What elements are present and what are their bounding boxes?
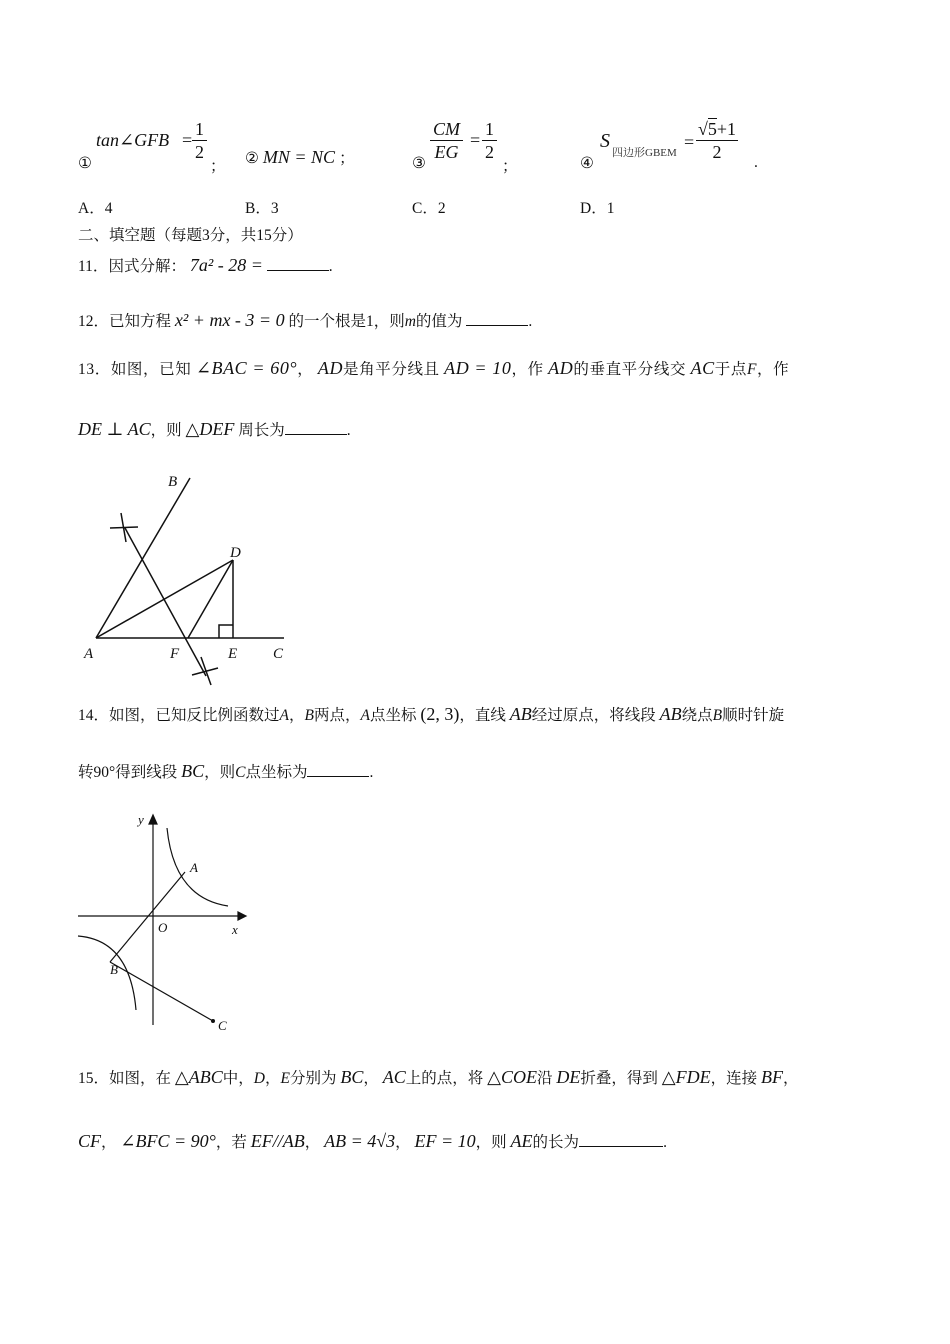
math-point: A [279, 707, 289, 724]
question-text: 上的点，将 [405, 1070, 484, 1087]
answer-blank[interactable] [267, 254, 329, 271]
option-marker: ② [245, 150, 259, 167]
option-separator: ； [502, 158, 518, 175]
option-fraction [192, 118, 207, 163]
question-text: 的值为 [415, 313, 463, 330]
question-text: ， [101, 1134, 117, 1151]
fraction-numerator: CM [430, 118, 463, 141]
math-segment: AD [548, 358, 574, 378]
math-equation: x² + mx - 3 = 0 [174, 310, 285, 330]
question-text: ， [264, 1070, 281, 1087]
sqrt-radicand: 5 [707, 119, 717, 139]
fraction-denominator: EG [434, 142, 459, 162]
perpendicular-bisector [125, 528, 206, 676]
math-triangle: △DEF [185, 419, 235, 439]
fraction-denominator: 2 [195, 142, 204, 162]
question-text: ，直线 [459, 707, 506, 724]
question-text: ， [363, 1070, 379, 1087]
hyperbola-branch-2 [78, 936, 136, 1010]
option-separator: ； [210, 158, 226, 175]
fraction-denominator: 2 [712, 142, 722, 162]
label-b: B [168, 474, 178, 490]
option-fraction-left [430, 118, 463, 163]
question-text: ，作 [511, 361, 544, 378]
x-axis-arrow [238, 912, 246, 920]
question-text: ， [297, 361, 314, 378]
question-14-line-2 [78, 760, 373, 782]
math-coordinate: (2, 3) [420, 704, 460, 724]
math-segment: BF [761, 1067, 784, 1087]
question-text: 点坐标为 [245, 764, 308, 781]
choice-c: C．2 [412, 200, 446, 217]
question-end: . [346, 422, 351, 439]
q10-option-2 [245, 146, 355, 168]
question-13-line-1 [78, 357, 789, 379]
label-y: y [138, 812, 144, 827]
label-e: E [228, 646, 238, 662]
question-text: 折叠，得到 [580, 1070, 658, 1087]
question-text: 经过原点，将线段 [531, 707, 656, 724]
question-text: 中， [222, 1070, 254, 1087]
question-text: ， [304, 1134, 321, 1151]
question-end: . [328, 258, 333, 275]
math-equation: AB = 4√3 [324, 1131, 396, 1151]
math-segment: AD [317, 358, 344, 378]
answer-blank[interactable] [285, 418, 347, 435]
question-number: 12． [78, 313, 110, 330]
answer-blank[interactable] [579, 1130, 663, 1147]
math-point: E [280, 1070, 290, 1087]
question-end: . [663, 1134, 667, 1151]
label-c: C [218, 1018, 227, 1033]
label-a: A [190, 860, 198, 875]
label-b: B [110, 962, 118, 977]
math-segment: AC [382, 1067, 406, 1087]
label-o: O [158, 920, 168, 935]
question-text: ，若 [215, 1134, 247, 1151]
math-equation: AD = 10 [444, 358, 512, 378]
math-segment: BC [181, 761, 205, 781]
figure-13 [70, 470, 300, 690]
label-f: F [170, 646, 180, 662]
option-end: . [754, 154, 758, 171]
option-lhs: tan∠GFB [96, 130, 170, 150]
option-marker: ① [78, 155, 92, 172]
question-text: ，作 [757, 361, 790, 378]
line-ab [110, 872, 185, 962]
question-14-line-1 [78, 703, 784, 725]
question-text: ，则 [150, 422, 182, 439]
question-end: . [369, 764, 374, 781]
option-marker: ③ [412, 155, 426, 172]
question-text: 因式分解： [108, 258, 186, 275]
y-axis-arrow [149, 815, 157, 824]
math-point: B [304, 707, 314, 724]
question-text: 沿 [537, 1070, 553, 1087]
math-segment: DE [556, 1067, 581, 1087]
math-triangle: △COE [487, 1067, 537, 1087]
choice-b: B．3 [245, 200, 279, 217]
question-number: 14． [78, 707, 110, 724]
question-end: . [528, 313, 533, 330]
label-a: A [84, 646, 94, 662]
question-text: 是角平分线且 [343, 361, 440, 378]
question-text: 点坐标 [369, 707, 417, 724]
question-text: 已知方程 [109, 313, 172, 330]
area-subscript: 四边形GBEM [612, 147, 677, 159]
fraction-numerator: √5+1 [698, 119, 737, 139]
math-angle: ∠BFC = 90° [120, 1131, 216, 1151]
question-15-line-2 [78, 1130, 667, 1152]
option-fraction-right [482, 118, 497, 163]
question-text: 顺时针旋 [722, 707, 785, 724]
option-separator: ； [339, 150, 355, 167]
question-text: ，则 [204, 764, 236, 781]
question-text: ， [783, 1070, 799, 1087]
choice-d: D．1 [580, 200, 615, 217]
math-triangle: △ABC [174, 1067, 223, 1087]
option-fraction [696, 118, 738, 163]
label-c: C [273, 646, 284, 662]
math-parallel: EF//AB [250, 1131, 305, 1151]
fraction-denominator: 2 [485, 142, 494, 162]
question-text: 如图，已知 [110, 361, 192, 378]
question-text: ，连接 [710, 1070, 758, 1087]
math-segment: AE [510, 1131, 533, 1151]
area-symbol: S [600, 130, 610, 152]
math-angle: ∠BAC = 60° [195, 358, 298, 378]
question-text: 分别为 [289, 1070, 337, 1087]
math-equation: EF = 10 [414, 1131, 476, 1151]
question-text: 的一个根是1，则 [288, 313, 405, 330]
option-eq: = [684, 132, 695, 152]
question-text: 如图，已知反比例函数过 [109, 707, 280, 724]
math-expression: 7a² - 28 = [189, 255, 263, 275]
option-marker: ④ [580, 155, 594, 172]
math-triangle: △FDE [661, 1067, 711, 1087]
math-point: B [712, 707, 723, 724]
math-point: D [253, 1070, 265, 1087]
choice-a: A．4 [78, 200, 113, 217]
question-text: 周长为 [238, 422, 285, 439]
math-segment: CF [78, 1131, 102, 1151]
question-number: 15． [78, 1070, 110, 1087]
question-number: 13． [78, 361, 111, 378]
option-eq: = [470, 130, 481, 150]
question-text: 于点 [714, 361, 747, 378]
figure-14 [70, 810, 260, 1035]
fraction-numerator: 1 [192, 118, 207, 141]
question-text: 如图，在 [109, 1070, 172, 1087]
question-text: 的长为 [532, 1134, 580, 1151]
label-d: D [230, 545, 241, 561]
section-heading: 二、填空题（每题3分，共15分） [78, 227, 303, 244]
math-segment: AC [690, 358, 715, 378]
question-text: 转90°得到线段 [78, 764, 178, 781]
math-point: A [360, 707, 370, 724]
segment-df [188, 560, 233, 638]
question-11 [78, 254, 333, 276]
question-text: 绕点 [681, 707, 713, 724]
question-text: ， [289, 707, 305, 724]
math-variable: m [404, 313, 416, 330]
math-perpendicular: DE ⊥ AC [78, 419, 151, 439]
answer-blank[interactable] [466, 309, 528, 326]
right-angle-mark [219, 625, 233, 638]
question-number: 11． [78, 258, 109, 275]
math-segment: BC [340, 1067, 364, 1087]
math-segment: AB [659, 704, 682, 724]
ray-ab [96, 478, 190, 638]
question-text: ，则 [475, 1134, 507, 1151]
question-text: ， [395, 1134, 411, 1151]
question-12 [78, 309, 532, 331]
math-point: F [746, 361, 758, 378]
point-c-dot [211, 1019, 215, 1023]
math-segment: AB [509, 704, 532, 724]
option-expression: MN = NC [262, 147, 336, 167]
math-point: C [235, 764, 246, 781]
answer-blank[interactable] [307, 760, 369, 777]
label-x: x [232, 922, 238, 937]
question-15-line-1 [78, 1066, 799, 1088]
option-eq: = [182, 130, 193, 150]
segment-bc [110, 962, 213, 1021]
fraction-numerator: 1 [482, 118, 497, 141]
numerator-rest: +1 [716, 119, 737, 139]
question-13-line-2 [78, 418, 351, 440]
question-text: 两点， [313, 707, 361, 724]
question-text: 的垂直平分线交 [573, 361, 687, 378]
